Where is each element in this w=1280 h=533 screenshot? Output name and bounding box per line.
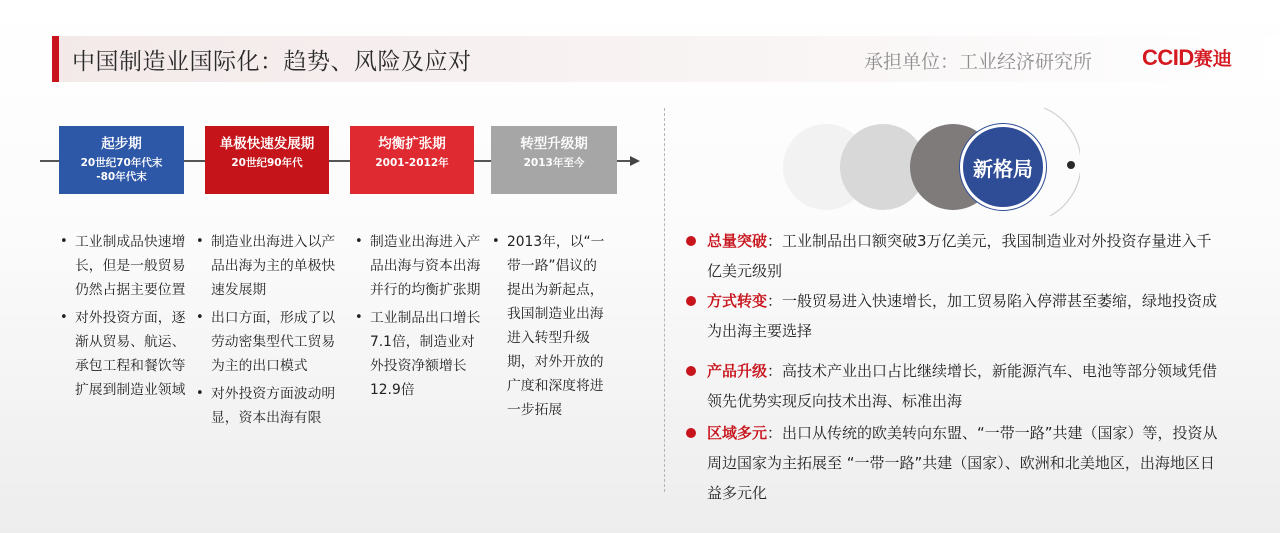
logo-latin: CCID	[1142, 45, 1194, 70]
bullet-dot-icon	[686, 366, 696, 376]
point-head: 产品升级	[707, 362, 768, 380]
stage-3-description	[355, 230, 483, 406]
stage-period: 2001-2012年	[375, 157, 449, 169]
page-title: 中国制造业国际化：趋势、风险及应对	[72, 49, 472, 75]
stage-period: 20世纪70年代末 -80年代末	[80, 157, 163, 183]
point-body: ：出口从传统的欧美转向东盟、“一带一路”共建（国家）等，投资从周边国家为主拓展至 “一带一路”共建（国家）、欧洲和北美地区，出海地区日益多元化	[707, 424, 1218, 502]
logo-cn: 赛迪	[1193, 48, 1232, 70]
bullet-dot-icon	[686, 236, 696, 246]
section-divider	[664, 108, 665, 492]
list-item: • 工业制品出口增长7.1倍，制造业对外投资净额增长12.9倍	[355, 306, 483, 402]
list-item: • 对外投资方面波动明显，资本出海有限	[196, 382, 344, 430]
list-item: • 出口方面，形成了以劳动密集型代工贸易为主的出口模式	[196, 306, 344, 378]
point-head: 总量突破	[707, 232, 768, 250]
stage-transformation	[491, 126, 617, 194]
list-item: • 工业制成品快速增长，但是一般贸易仍然占据主要位置	[60, 230, 188, 302]
list-item: • 制造业出海进入产品出海与资本出海并行的均衡扩张期	[355, 230, 483, 302]
header-accent-bar	[52, 36, 59, 82]
new-pattern-circle	[960, 124, 1046, 210]
point-region-diversification	[686, 418, 1226, 508]
point-head: 方式转变	[707, 292, 768, 310]
stage-2-description	[196, 230, 344, 434]
stage-name: 单极快速发展期	[219, 136, 315, 152]
list-item: • 2013年，以“一带一路”倡议的提出为新起点，我国制造业出海进入转型升级期，对外开放的广度和深度将进一步拓展	[492, 230, 610, 422]
stage-name: 均衡扩张期	[378, 136, 446, 152]
org-label: 承担单位：工业经济研究所	[864, 51, 1093, 73]
stage-1-description	[60, 230, 188, 406]
point-mode-shift	[686, 286, 1226, 346]
stage-rapid-growth	[205, 126, 329, 194]
ccid-logo	[1142, 44, 1232, 71]
stage-startup	[59, 126, 184, 194]
stage-name: 起步期	[101, 136, 142, 152]
point-body: ：高技术产业出口占比继续增长，新能源汽车、电池等部分领域凭借领先优势实现反向技术出海、标准出海	[707, 362, 1218, 410]
stage-period: 2013年至今	[523, 157, 585, 169]
point-head: 区域多元	[707, 424, 768, 442]
point-body: ：一般贸易进入快速增长，加工贸易陷入停滞甚至萎缩，绿地投资成为出海主要选择	[707, 292, 1218, 340]
stage-name: 转型升级期	[520, 136, 588, 152]
bullet-dot-icon	[686, 428, 696, 438]
new-pattern-label: 新格局	[973, 156, 1033, 181]
point-product-upgrade	[686, 356, 1226, 416]
stage-balanced-expansion	[350, 126, 474, 194]
list-item: • 制造业出海进入以产品出海为主的单极快速发展期	[196, 230, 344, 302]
stage-period: 20世纪90年代	[231, 157, 303, 169]
timeline-arrow-icon	[630, 156, 640, 166]
bullet-dot-icon	[686, 296, 696, 306]
point-total-breakthrough	[686, 226, 1226, 286]
stage-4-description	[492, 230, 610, 426]
list-item: • 对外投资方面，逐渐从贸易、航运、承包工程和餐饮等扩展到制造业领域	[60, 306, 188, 402]
point-body: ：工业制品出口额突破3万亿美元，我国制造业对外投资存量进入千亿美元级别	[707, 232, 1212, 280]
